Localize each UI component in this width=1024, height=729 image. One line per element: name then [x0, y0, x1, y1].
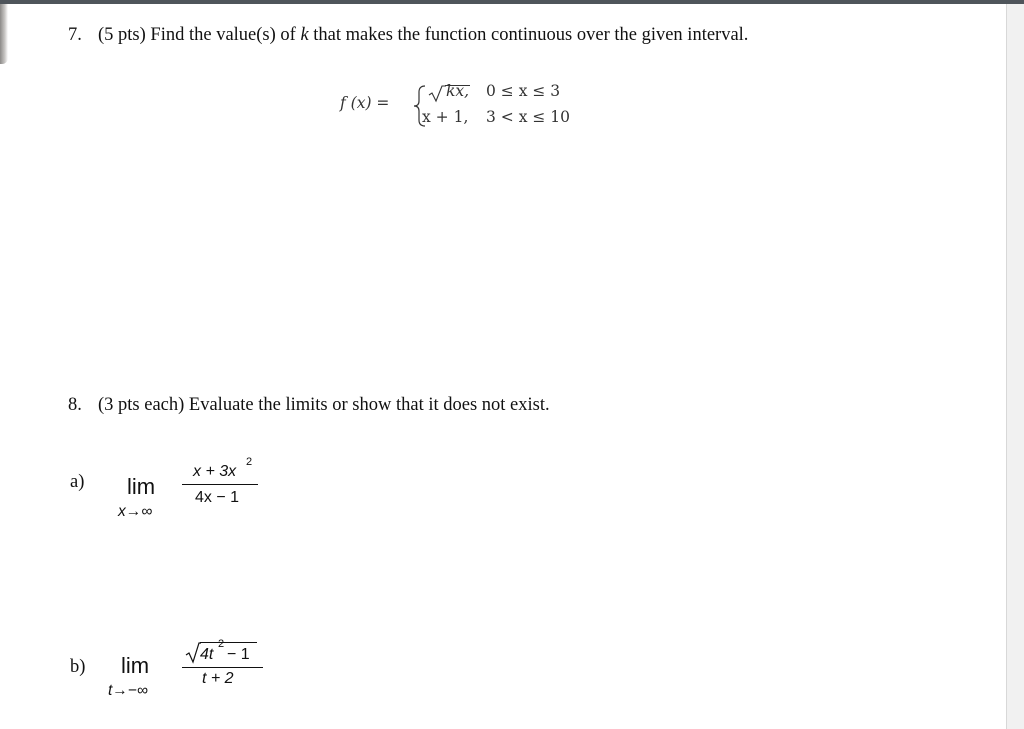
part-a-denominator: 4x − 1 [195, 489, 240, 506]
part-a-subscript: x→∞ [118, 503, 153, 520]
question-text-start: (5 pts) Find the value(s) of [98, 25, 301, 45]
case2-expression: x + 1, [422, 108, 469, 126]
variable-k: k [300, 25, 309, 45]
piecewise-function [340, 82, 590, 132]
part-a-exponent: 2 [246, 456, 253, 468]
part-a-lim: lim [127, 474, 156, 499]
part-b-sqrt-bar [200, 642, 257, 643]
part-b-numerator: 4t [200, 646, 214, 663]
part-b-exponent: 2 [218, 638, 225, 650]
part-b-fraction-bar [182, 667, 263, 668]
part-b-numerator-tail: − 1 [227, 646, 250, 663]
part-a-label: a) [70, 472, 85, 492]
part-a-fraction-bar [182, 484, 258, 485]
case1-expression: kx, [446, 82, 470, 100]
question-text-end: that makes the function continuous over the given interval. [308, 25, 749, 45]
part-b-label: b) [70, 657, 86, 677]
part-b-lim: lim [121, 653, 150, 678]
part-a-numerator: x + 3x [193, 463, 237, 480]
part-b-denominator: t + 2 [202, 670, 234, 687]
question-number: 7. [68, 25, 82, 45]
case1-condition: 0 ≤ x ≤ 3 [486, 82, 561, 100]
case2-condition: 3 < x ≤ 10 [486, 108, 571, 126]
question-7 [68, 25, 748, 46]
question-text: (3 pts each) Evaluate the limits or show that it does not exist. [98, 395, 550, 415]
scrollbar-track[interactable] [1006, 4, 1024, 729]
page-curl-shadow [0, 4, 8, 64]
sqrt-symbol [428, 84, 446, 104]
function-label: f (x) = [340, 94, 390, 112]
question-number: 8. [68, 395, 82, 415]
question-8 [68, 395, 550, 416]
part-b-subscript: t→−∞ [108, 682, 148, 699]
window-top-bar [0, 0, 1024, 4]
sqrt-symbol [185, 641, 201, 665]
